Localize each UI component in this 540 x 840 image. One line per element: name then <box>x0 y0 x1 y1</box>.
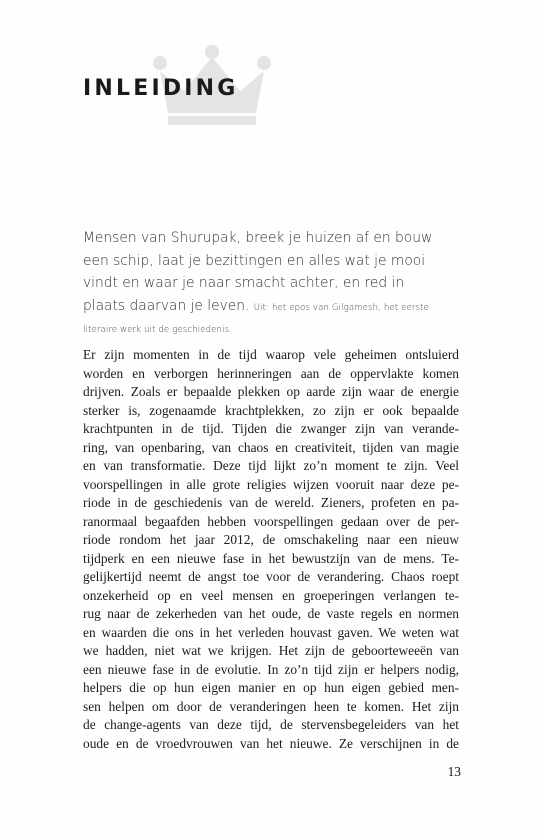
text-line: de change-agents van deze tijd, de stervensbegeleiders van het <box>83 717 459 732</box>
epigraph-line <box>83 295 455 320</box>
text-line: we hadden, niet wat we krijgen. Het zijn de geboorteweeën van <box>83 643 459 658</box>
text-line: Er zijn momenten in de tijd waarop vele geheimen ontsluierd <box>83 347 459 362</box>
text-line: voorspellingen in alle grote religies wijzen vooruit naar deze pe- <box>83 476 459 492</box>
epigraph-source-continued: literaire werk uit de geschiedenis. <box>83 325 233 335</box>
text-line: ring, van openbaring, van chaos en creativiteit, tijden van magie <box>83 439 459 455</box>
epigraph-line: vindt en waar je naar smacht achter, en red in <box>83 275 405 291</box>
text-line: en waarden die ons in het verleden houvast gaven. We weten wat <box>83 624 459 640</box>
epigraph-line: Mensen van Shurupak, breek je huizen af en bouw <box>83 230 433 246</box>
text-line: krachtpunten in de tijd. Tijden die zwanger zijn van verande- <box>83 421 459 436</box>
epigraph-source: Uit: het epos van Gilgamesh, het eerste <box>253 302 429 313</box>
page-number: 13 <box>447 764 461 779</box>
text-line: en van transformatie. Deze tijd lijkt zo’n moment te zijn. Veel <box>83 458 459 473</box>
body-paragraph <box>83 346 459 753</box>
epigraph-line-end: plaats daarvan je leven. <box>83 297 250 314</box>
text-line: riode rondom het jaar 2012, de omschakeling naar een nieuw <box>83 532 459 547</box>
epigraph-line: een schip, laat je bezittingen en alles wat je mooi <box>83 252 426 269</box>
epigraph <box>83 227 455 342</box>
text-line: helpers die op hun eigen manier en op hun eigen gebied men- <box>83 680 459 695</box>
text-line: gelijkertijd neemt de angst toe voor de verandering. Chaos roept <box>83 569 459 584</box>
text-line: rug naar de zekerheden van het oude, de vaste regels en normen <box>83 606 459 621</box>
text-line: riode in de geschiedenis van de wereld. Zieners, profeten en pa- <box>83 495 459 510</box>
text-line: tijdperk en een nieuwe fase in het bewustzijn van de mens. Te- <box>83 550 459 566</box>
text-line: worden en verborgen herinneringen aan de oppervlakte komen <box>83 365 459 381</box>
text-line: oude en de vroedvrouwen van het nieuwe. Ze verschijnen in de <box>83 735 459 751</box>
text-line: drijven. Zoals er bepaalde plekken op aarde zijn waar de energie <box>83 384 459 399</box>
text-line: een nieuwe fase in de evolutie. In zo’n tijd zijn er helpers nodig, <box>83 661 459 677</box>
chapter-title: INLEIDING <box>83 76 239 101</box>
text-line: onzekerheid op en veel mensen en groeperingen verlangen te- <box>83 587 459 603</box>
text-line: ranormaal begaafden hebben voorspellingen gedaan over de per- <box>83 513 459 529</box>
text-line: sterker is, zogenaamde krachtplekken, zo zijn er ook bepaalde <box>83 402 459 418</box>
text-line: sen helpen om door de veranderingen heen te komen. Het zijn <box>83 698 459 714</box>
